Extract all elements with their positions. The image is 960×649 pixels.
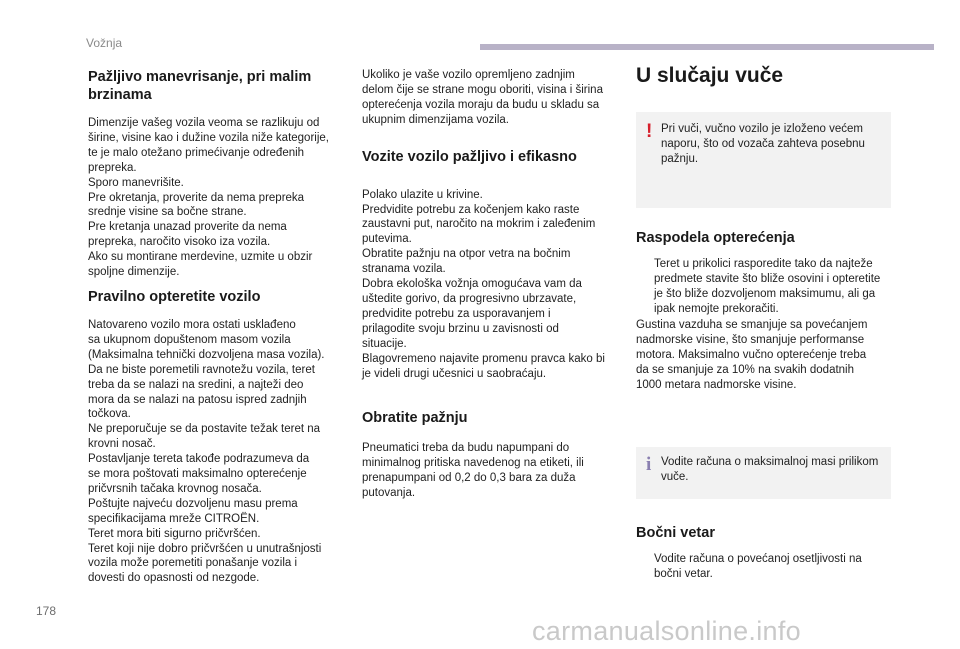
warning-icon: ! — [646, 121, 653, 142]
heading-load-distribution: Raspodela opterećenja — [636, 230, 795, 246]
section-label: Vožnja — [86, 36, 123, 50]
info-text: Vodite računa o maksimalnoj masi prilikom vuče. — [661, 456, 879, 483]
heading-careful-maneuvering: Pažljivo manevrisanje, pri malim brzinama — [88, 69, 312, 103]
watermark: carmanualsonline.info — [532, 616, 801, 646]
bullet-load-distribution — [636, 257, 898, 317]
bullet-load-text: Teret u prikolici rasporedite tako da najteže predmete stavite što bliže osovini i opteretite je što bliže dozvoljenom maksimumu, ali ga ipak nemojte prekoračiti. — [654, 258, 881, 315]
paragraph-tipper: Ukoliko je vaše vozilo opremljeno zadnjim delom čije se strane mogu oboriti, visina i širina opterećenja vozila moraju da budu u skladu sa ukupnim dimenzijama vozila. — [362, 69, 603, 126]
info-box — [636, 447, 891, 499]
bullet-crosswind — [636, 552, 898, 582]
paragraph-tyres: Pneumatici treba da budu napumpani do minimalnog pritiska navedenog na etiketi, ili prenapumpani od 0,2 do 0,3 bara za duža putovanja. — [362, 442, 584, 500]
page-number: 178 — [36, 604, 57, 618]
paragraph-drive-efficiently: Polako ulazite u krivine. Predvidite potrebu za kočenjem kako raste zaustavni put, naročito na mokrim i zaleđenim putevima. Obratite pažnju na otpor vetra na bočnim stranama vozila. Dobra ekološka vožnja omogućava vam da uštedite gorivo, da progresivno ubrzavate, predvidite potrebu za usporavanjem i prilagodite svoju brzinu u zavisnosti od situacije. Blagovremeno najavite promenu pravca kako bi je videli drugi učesnici u saobraćaju. — [362, 188, 605, 380]
heading-crosswind: Bočni vetar — [636, 525, 715, 541]
header-bar — [480, 44, 934, 50]
column-2 — [362, 68, 624, 501]
towing-title: U slučaju vuče — [636, 64, 784, 87]
paragraph-air-density: Gustina vazduha se smanjuje sa povećanjem nadmorske visine, što smanjuje performanse motora. Maksimalno vučno opterećenje treba da se smanjuje za 10% na svakih dodatnih 1000 metara nadmorske visine. — [636, 319, 868, 391]
heading-drive-efficiently: Vozite vozilo pažljivo i efikasno — [362, 148, 577, 165]
paragraph-maneuvering: Dimenzije vašeg vozila veoma se razlikuju od širine, visine kao i dužine vozila niže kategorije, te je malo otežano primećivanje određenih prepreka. Sporo manevrišite. Pre okretanja, proverite da nema prepreka srednje visine sa bočne strane. Pre kretanja unazad proverite da nema prepreka, naročito visoko iza vozila. Ako su montirane merdevine, uzmite u obzir spoljne dimenzije. — [88, 117, 329, 279]
column-1 — [88, 68, 350, 586]
info-icon: i — [646, 454, 652, 475]
paragraph-load-vehicle: Natovareno vozilo mora ostati usklađeno sa ukupnom dopuštenom masom vozila (Maksimalna tehnički dozvoljena masa vozila). Da ne biste poremetili ravnotežu vozila, teret treba da se nalazi na sredini, a najteži deo mora da se nalazi na patosu ispred zadnjih točkova. Ne preporučuje se da postavite težak teret na krovni nosač. Postavljanje tereta takođe podrazumeva da se mora poštovati maksimalno opterećenje pričvrsnih tačaka krovnog nosača. Poštujte najveću dozvoljenu masu prema specifikacijama mreže CITROËN. Teret mora biti sigurno pričvršćen. Teret koji nije dobro pričvršćen u unutrašnjosti vozila može poremetiti ponašanje vozila i dovesti do opasnosti od nezgode. — [88, 318, 325, 585]
heading-load-vehicle: Pravilno opteretite vozilo — [88, 288, 261, 305]
bullet-crosswind-text: Vodite računa o povećanoj osetljivosti na bočni vetar. — [654, 553, 862, 580]
warning-text: Pri vuči, vučno vozilo je izloženo većem naporu, što od vozača zahteva posebnu pažnju. — [661, 123, 865, 165]
warning-box — [636, 112, 891, 208]
heading-pay-attention: Obratite pažnju — [362, 410, 468, 427]
